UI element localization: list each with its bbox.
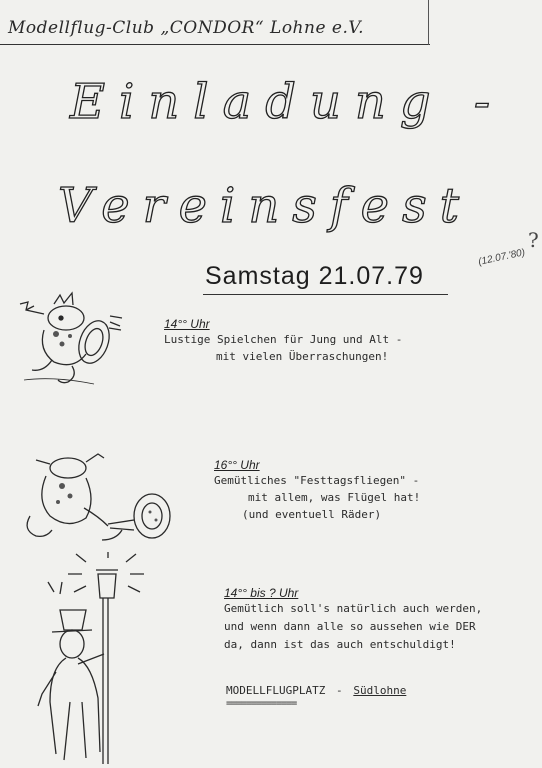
event-2-line-2: mit allem, was Flügel hat! <box>248 491 421 504</box>
pilot-plane-cartoon <box>10 446 180 550</box>
location-place: Südlohne <box>353 684 407 697</box>
location-separator: - <box>336 684 343 697</box>
location-label: MODELLFLUGPLATZ <box>226 684 326 697</box>
handwritten-question-mark: ? <box>528 228 539 252</box>
date-underline <box>203 294 448 295</box>
event-3-line-2: und wenn dann alle so aussehen wie DER <box>224 620 476 633</box>
event-3-time: 14°° bis ? Uhr <box>224 586 299 600</box>
event-1-line-2: mit vielen Überraschungen! <box>216 350 389 363</box>
event-2-time: 16°° Uhr <box>214 458 260 472</box>
location-double-underline: ============== <box>226 698 297 709</box>
viking-shield-cartoon <box>14 284 126 396</box>
event-3-line-1: Gemütlich soll's natürlich auch werden, <box>224 602 483 615</box>
event-1-time: 14°° Uhr <box>164 317 210 331</box>
event-1-line-1: Lustige Spielchen für Jung und Alt - <box>164 333 403 346</box>
header-rule-vertical <box>428 0 429 45</box>
club-name: Modellflug-Club „CONDOR“ Lohne e.V. <box>8 18 365 38</box>
header-rule <box>0 44 430 45</box>
title-line-2: Vereinsfest <box>58 178 473 234</box>
event-2-line-1: Gemütliches "Festtagsfliegen" - <box>214 474 420 487</box>
title-line-1: Einladung - <box>70 74 505 130</box>
handwritten-note: (12.07.'80) <box>477 247 527 268</box>
event-3-line-3: da, dann ist das auch entschuldigt! <box>224 638 456 651</box>
drunk-man-lamppost-cartoon <box>22 552 162 768</box>
event-2-line-3: (und eventuell Räder) <box>242 508 382 521</box>
location-line <box>226 684 406 697</box>
event-date: Samstag 21.07.79 <box>205 262 424 290</box>
